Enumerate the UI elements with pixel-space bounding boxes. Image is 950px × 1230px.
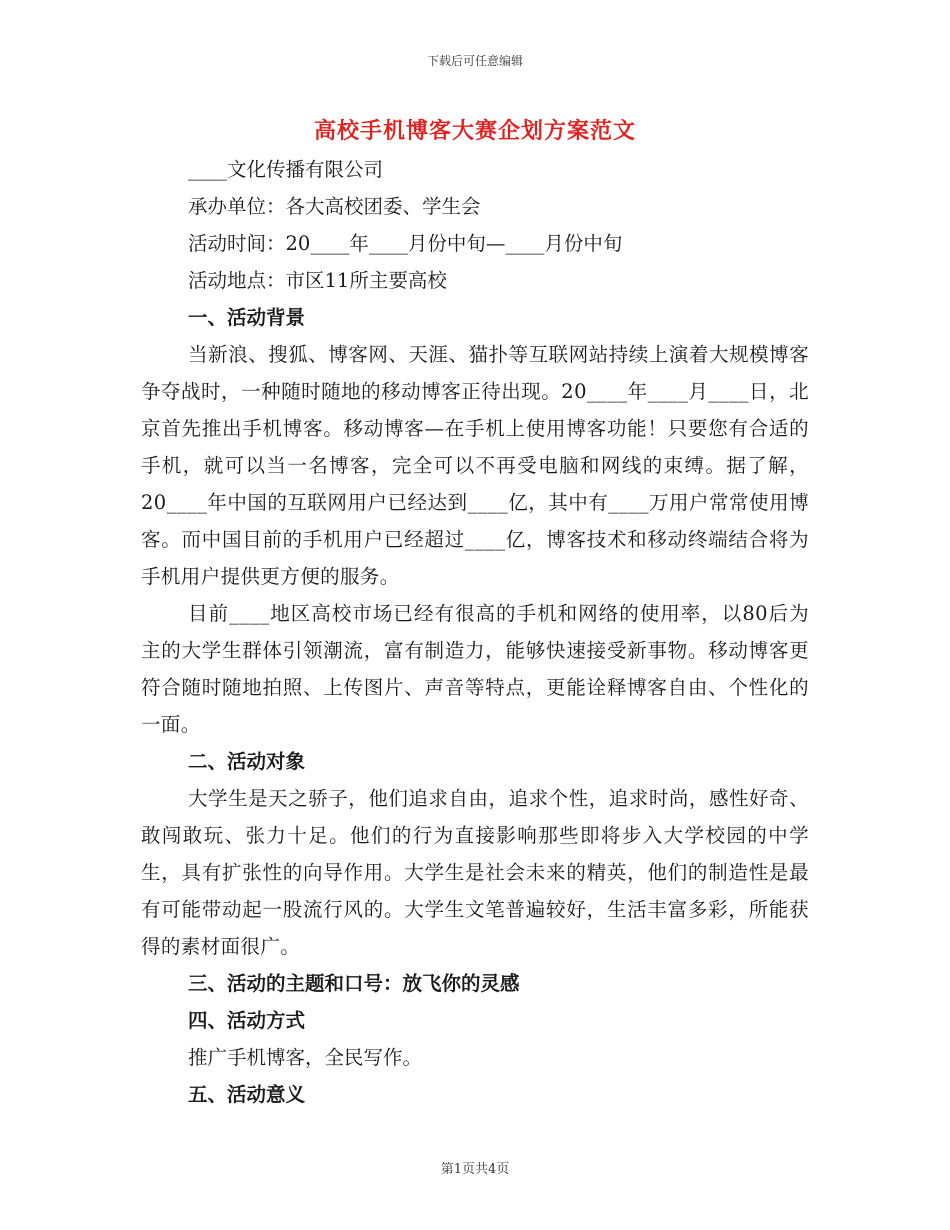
time-line: 活动时间：20____年____月份中旬—____月份中旬: [188, 232, 623, 255]
background-paragraph-1: 当新浪、搜狐、博客网、天涯、猫扑等互联网站持续上演着大规模博客争夺战时，一种随时随地的移动博客正待出现。20____年____月____日，北京首先推出手机博客。移动博客—在手机上使用博客功能！只要您有合适的手机，就可以当一名博客，完全可以不再受电脑和网线的束缚。据了解，20____年中国的互联网用户已经达到____亿，其中有____万用户常常使用博客。而中国目前的手机用户已经超过____亿，博客技术和移动终端结合将为手机用户提供更方便的服务。: [141, 343, 809, 588]
co-organizer-line: 承办单位：各大高校团委、学生会: [188, 195, 481, 218]
page-footer: 第1页共4页: [440, 1162, 510, 1177]
section-heading-method: 四、活动方式: [188, 1009, 306, 1032]
section-heading-theme: 三、活动的主题和口号：放飞你的灵感: [188, 972, 520, 995]
section-heading-background: 一、活动背景: [188, 306, 306, 329]
background-paragraph-2: 目前____地区高校市场已经有很高的手机和网络的使用率，以80后为主的大学生群体引领潮流，富有制造力，能够快速接受新事物。移动博客更符合随时随地拍照、上传图片、声音等特点，更能诠释博客自由、个性化的一面。: [141, 602, 809, 736]
method-line: 推广手机博客，全民写作。: [188, 1046, 423, 1069]
document-title: 高校手机博客大赛企划方案范文: [313, 118, 636, 144]
section-heading-significance: 五、活动意义: [188, 1083, 306, 1106]
place-line: 活动地点：市区11所主要高校: [188, 269, 447, 292]
page-header: 下载后可任意编辑: [426, 54, 523, 68]
section-heading-audience: 二、活动对象: [188, 750, 306, 773]
document-body: [141, 151, 809, 1113]
organizer-line: ____文化传播有限公司: [188, 158, 384, 181]
audience-paragraph: 大学生是天之骄子，他们追求自由，追求个性，追求时尚，感性好奇、敢闯敢玩、张力十足。他们的行为直接影响那些即将步入大学校园的中学生，具有扩张性的向导作用。大学生是社会未来的精英，他们的制造性是最有可能带动起一股流行风的。大学生文笔普遍较好，生活丰富多彩，所能获得的素材面很广。: [141, 787, 809, 958]
